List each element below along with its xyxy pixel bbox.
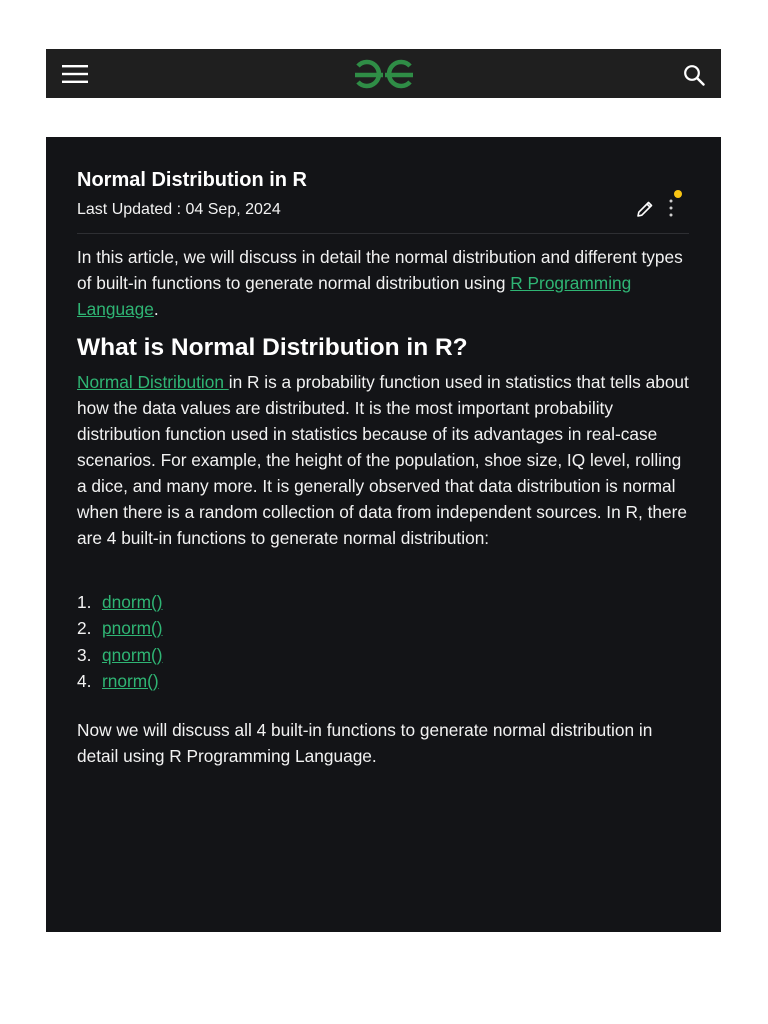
search-icon[interactable] [683, 64, 705, 86]
more-vertical-icon[interactable] [664, 197, 678, 219]
section-heading: What is Normal Distribution in R? [77, 334, 468, 361]
qnorm-link[interactable]: qnorm() [102, 644, 163, 665]
article-title: Normal Distribution in R [77, 169, 307, 191]
list-item [77, 668, 163, 694]
list-number: 4. [77, 670, 92, 691]
rnorm-link[interactable]: rnorm() [102, 670, 159, 691]
functions-list [77, 589, 163, 694]
normal-distribution-link[interactable]: Normal Distribution [77, 372, 229, 392]
intro-end: . [153, 299, 159, 319]
title-divider [77, 233, 689, 234]
list-number: 3. [77, 644, 92, 665]
notification-dot [674, 190, 682, 198]
list-number: 2. [77, 618, 92, 639]
description-paragraph [77, 369, 689, 551]
intro-paragraph [77, 244, 689, 322]
outro-paragraph: Now we will discuss all 4 built-in functions to generate normal distribution in detail using R Programming Language. [77, 720, 653, 766]
intro-text: In this article, we will discuss in detail the normal distribution and different types of built-in functions to generate normal distribution using [77, 247, 683, 293]
top-navigation-bar [46, 49, 721, 98]
dnorm-link[interactable]: dnorm() [102, 592, 163, 612]
hamburger-menu-icon[interactable] [62, 65, 88, 83]
list-item [77, 642, 163, 668]
list-item [77, 615, 163, 641]
geeksforgeeks-logo-icon[interactable] [352, 58, 416, 90]
list-number: 1. [77, 592, 92, 612]
pencil-icon[interactable] [635, 199, 655, 219]
list-item [77, 589, 163, 615]
article-card [46, 137, 721, 932]
pnorm-link[interactable]: pnorm() [102, 618, 163, 639]
description-text: in R is a probability function used in statistics that tells about how the data values are distributed. It is the most important probability distribution function used in statistics because of its advantages in real-case scenarios. For example, the height of the population, shoe size, IQ level, rolling a dice, and many more. It is generally observed that data distribution is normal when there is a random collection of data from independent sources. In R, there are 4 built-in functions to generate normal distribution: [77, 372, 689, 548]
last-updated-date: Last Updated : 04 Sep, 2024 [77, 201, 281, 218]
r-programming-language-link[interactable]: R Programming Language [77, 273, 632, 319]
